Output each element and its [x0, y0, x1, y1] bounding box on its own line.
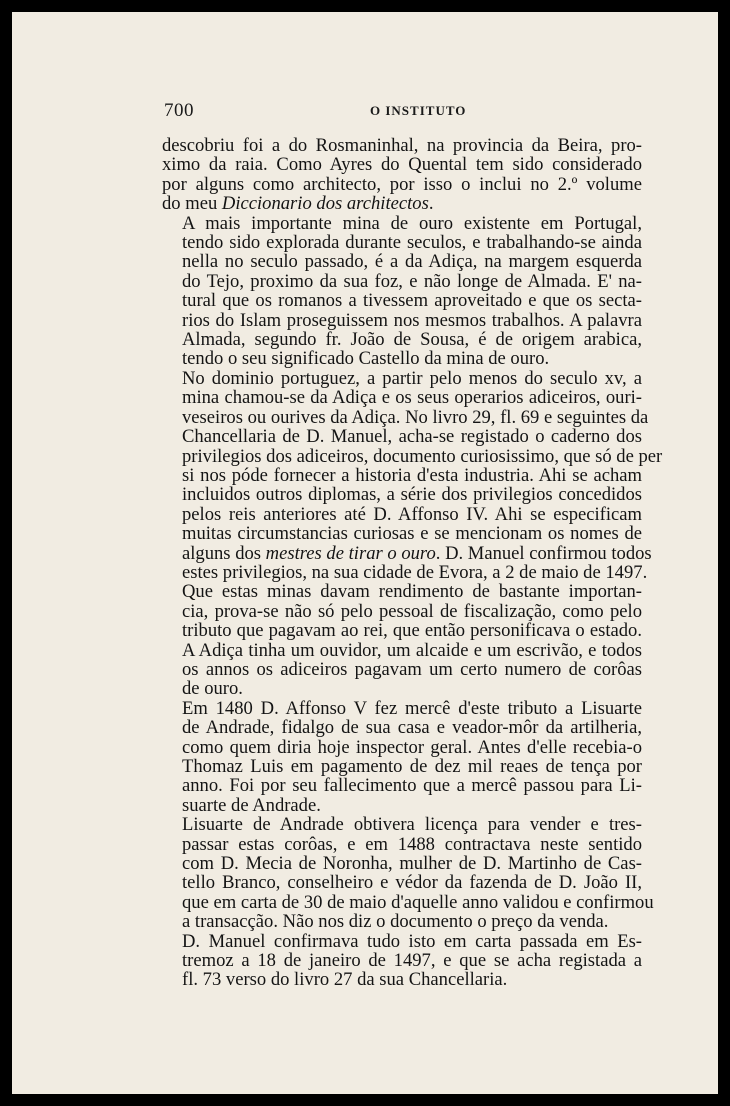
paragraph: [162, 367, 663, 583]
page-header: [164, 100, 644, 124]
text-line: cia, prova-se não só pelo pessoal de fiscalização, como pelo: [182, 600, 642, 622]
text-line: de ouro.: [182, 678, 243, 700]
text-line: do meu Diccionario dos architectos.: [162, 193, 434, 215]
paragraph: [162, 814, 654, 933]
text-line: de Andrade, fidalgo de sua casa e veador-môr da artilheria,: [182, 717, 642, 739]
text-line: Thomaz Luis em pagamento de dez mil reaes de tença por: [182, 756, 642, 777]
text-line: tremoz a 18 de janeiro de 1497, e que se acha registada a: [182, 950, 642, 972]
text-line: tributo que pagavam ao rei, que então personificava o estado.: [182, 620, 642, 642]
text-line: privilegios dos adiceiros, documento curiosissimo, que só de per: [182, 445, 663, 467]
text-line: pelos reis anteriores até D. Affonso IV. Ahi se especificam: [182, 503, 642, 525]
text-line: descobriu foi a do Rosmaninhal, na provincia da Beira, pro-: [162, 135, 642, 156]
text-line: No dominio portuguez, a partir pelo menos do seculo xv, a: [182, 367, 642, 389]
text-line: fl. 73 verso do livro 27 da sua Chancellaria.: [182, 969, 508, 991]
text-line: com D. Mecia de Noronha, mulher de D. Martinho de Cas-: [182, 853, 642, 875]
text-line: tello Branco, conselheiro e védor da fazenda de D. João II,: [182, 872, 642, 894]
text-line: tendo o seu significado Castello da mina de ouro.: [182, 348, 550, 370]
paragraph: [162, 214, 642, 369]
body-text: [162, 135, 663, 991]
text-line: tural que os romanos a tivessem aproveitado e que os secta-: [182, 290, 642, 312]
text-line: tendo sido explorada durante seculos, e trabalhando-se ainda: [182, 232, 642, 254]
text-line: si nos póde fornecer a historia d'esta industria. Ahi se acham: [182, 464, 642, 486]
paragraph: [162, 932, 642, 990]
page-number: 700: [164, 100, 194, 121]
text-line: A mais importante mina de ouro existente em Portugal,: [182, 212, 642, 234]
text-line: ximo da raia. Como Ayres do Quental tem sido considerado: [162, 154, 642, 176]
text-line: incluidos outros diplomas, a série dos privilegios concedidos: [182, 484, 642, 506]
text-line: os annos os adiceiros pagavam um certo numero de corôas: [182, 658, 642, 680]
text-line: veseiros ou ourives da Adiça. No livro 29, fl. 69 e seguintes da: [182, 406, 649, 428]
book-page: [12, 12, 718, 1094]
text-line: nella no seculo passado, é a da Adiça, na margem esquerda: [182, 251, 642, 273]
text-line: alguns dos mestres de tirar o ouro. D. Manuel confirmou todos: [182, 542, 652, 564]
text-line: como quem diria hoje inspector geral. Antes d'elle recebia-o: [182, 736, 642, 758]
text-line: do Tejo, proximo da sua foz, e não longe de Almada. E' na-: [182, 270, 642, 292]
text-line: suarte de Andrade.: [182, 794, 321, 816]
text-line: Lisuarte de Andrade obtivera licença para vender e tres-: [182, 814, 642, 836]
running-title: O INSTITUTO: [370, 103, 467, 118]
text-line: estes privilegios, na sua cidade de Evora, a 2 de maio de 1497.: [182, 561, 648, 583]
text-line: Em 1480 D. Affonso V fez mercê d'este tributo a Lisuarte: [182, 697, 642, 719]
text-line: Chancellaria de D. Manuel, acha-se registado o caderno dos: [182, 426, 642, 448]
text-line: a transacção. Não nos diz o documento o preço da venda.: [182, 911, 609, 933]
paragraph: [162, 582, 642, 698]
paragraph: [162, 699, 642, 815]
text-line: muitas circumstancias curiosas e se mencionam os nomes de: [182, 523, 642, 545]
text-line: rios do Islam proseguissem nos mesmos trabalhos. A palavra: [182, 309, 642, 331]
paragraph: [162, 136, 642, 214]
italic-title: mestres de tirar o ouro: [265, 542, 436, 564]
text-line: passar estas corôas, e em 1488 contractava neste sentido: [182, 833, 642, 855]
text-line: por alguns como architecto, por isso o inclui no 2.º volume: [162, 173, 642, 195]
text-line: anno. Foi por seu fallecimento que a mercê passou para Li-: [182, 775, 642, 797]
text-line: Almada, segundo fr. João de Sousa, é de origem arabica,: [182, 329, 642, 351]
text-line: D. Manuel confirmava tudo isto em carta passada em Es-: [182, 930, 642, 952]
italic-title: Diccionario dos architectos: [221, 193, 429, 215]
text-line: A Adiça tinha um ouvidor, um alcaide e um escrivão, e todos: [182, 639, 642, 661]
text-line: mina chamou-se da Adiça e os seus operarios adiceiros, ouri-: [182, 387, 642, 409]
text-line: que em carta de 30 de maio d'aquelle anno validou e confirmou: [182, 891, 654, 913]
text-line: Que estas minas davam rendimento de bastante importan-: [182, 581, 642, 603]
